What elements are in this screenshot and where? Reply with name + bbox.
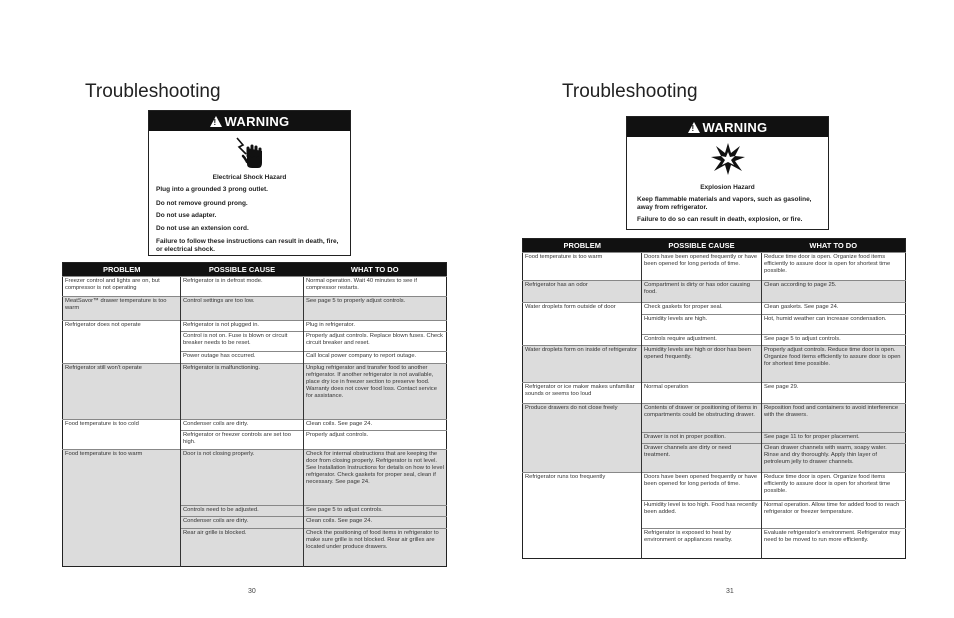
table-row [523, 346, 906, 383]
cell-what-to-do: Normal operation. Allow time for added food to reach refrigerator or freezer temperature. [762, 501, 906, 529]
warning-header [149, 111, 350, 131]
cell-problem [523, 335, 642, 346]
cell-problem: Food temperature is too cold [63, 420, 181, 431]
cell-problem: Water droplets form on inside of refrigerator [523, 346, 642, 383]
table-row [523, 404, 906, 433]
table-row [523, 473, 906, 501]
table-row [63, 297, 447, 321]
electrical-shock-icon [233, 136, 265, 170]
cell-what-to-do: Clean coils. See page 24. [304, 517, 447, 529]
warning-box-electrical [148, 110, 351, 256]
table-row [523, 253, 906, 281]
table-row [63, 277, 447, 297]
cell-cause: Doors have been opened frequently or have been opened for long periods of time. [642, 253, 762, 281]
table-row [523, 335, 906, 346]
warning-line: Do not use an extension cord. [156, 225, 249, 232]
cell-cause: Doors have been opened frequently or have been opened for long periods of time. [642, 473, 762, 501]
cell-cause: Compartment is dirty or has odor causing food. [642, 281, 762, 303]
cell-what-to-do: Reduce time door is open. Organize food items efficiently to assure door is open for shortest time possible. [762, 253, 906, 281]
cell-cause: Door is not closing properly. [181, 450, 304, 506]
cell-what-to-do: Plug in refrigerator. [304, 321, 447, 332]
header-what-to-do: WHAT TO DO [304, 263, 447, 277]
cell-cause: Humidity levels are high. [642, 315, 762, 335]
page-title: Troubleshooting [85, 81, 221, 102]
cell-what-to-do: Reposition food and containers to avoid interference with the drawers. [762, 404, 906, 433]
page-number: 30 [248, 588, 256, 595]
header-what-to-do: WHAT TO DO [762, 239, 906, 253]
cell-cause: Drawer channels are dirty or need treatment. [642, 444, 762, 473]
cell-problem: Refrigerator does not operate [63, 321, 181, 332]
warning-line: Plug into a grounded 3 prong outlet. [156, 186, 268, 193]
table-row [63, 431, 447, 450]
cell-what-to-do: See page 11 to for proper placement. [762, 433, 906, 444]
cell-cause: Refrigerator is exposed to heat by environment or appliances nearby. [642, 529, 762, 559]
table-row [63, 332, 447, 352]
cell-what-to-do: Reduce time door is open. Organize food items efficiently to assure door is open for shortest time possible. [762, 473, 906, 501]
troubleshooting-table [62, 262, 447, 567]
table-row [63, 450, 447, 506]
table-row [63, 517, 447, 529]
warning-line: Failure to follow these instructions can result in death, fire, or electrical shock. [156, 238, 339, 253]
troubleshooting-table [522, 238, 906, 559]
table-row [523, 383, 906, 404]
warning-triangle-icon: ! [688, 122, 700, 133]
cell-cause: Refrigerator is not plugged in. [181, 321, 304, 332]
header-problem: PROBLEM [523, 239, 642, 253]
warning-line: Do not use adapter. [156, 212, 217, 219]
cell-cause: Control settings are too low. [181, 297, 304, 321]
cell-what-to-do: Clean gaskets. See page 24. [762, 303, 906, 315]
warning-line: Keep flammable materials and vapors, such as gasoline, away from refrigerator. [637, 196, 812, 211]
cell-what-to-do: Clean drawer channels with warm, soapy water. Rinse and dry thoroughly. Apply thin layer of petroleum jelly to drawer channels. [762, 444, 906, 473]
right-page [477, 0, 954, 618]
cell-cause: Condenser coils are dirty. [181, 420, 304, 431]
warning-line: Failure to do so can result in death, explosion, or fire. [637, 216, 803, 223]
cell-cause: Contents of drawer or positioning of items in compartments could be obstructing drawer. [642, 404, 762, 433]
table-row [523, 281, 906, 303]
cell-what-to-do: Clean coils. See page 24. [304, 420, 447, 431]
cell-what-to-do: Properly adjust controls. Reduce time door is open. Organize food items efficiently to assure door is open for shortest time possible. [762, 346, 906, 383]
cell-what-to-do: Normal operation. Wait 40 minutes to see if compressor restarts. [304, 277, 447, 297]
cell-what-to-do: Clean according to page 25. [762, 281, 906, 303]
cell-problem: Food temperature is too warm [523, 253, 642, 281]
cell-what-to-do: Properly adjust controls. Replace blown fuses. Check circuit breaker and reset. [304, 332, 447, 352]
table-row [63, 420, 447, 431]
table-row [523, 529, 906, 559]
table-row [523, 444, 906, 473]
header-possible-cause: POSSIBLE CAUSE [642, 239, 762, 253]
cell-cause: Controls need to be adjusted. [181, 506, 304, 517]
table-row [63, 529, 447, 567]
table-row [63, 506, 447, 517]
table-row [523, 303, 906, 315]
cell-what-to-do: See page 5 to properly adjust controls. [304, 297, 447, 321]
cell-problem [523, 444, 642, 473]
cell-what-to-do: See page 5 to adjust controls. [762, 335, 906, 346]
cell-problem [63, 431, 181, 450]
cell-problem [63, 332, 181, 352]
table-row [523, 315, 906, 335]
table-row [63, 352, 447, 364]
cell-problem: Freezer control and lights are on, but compressor is not operating [63, 277, 181, 297]
cell-what-to-do: Evaluate refrigerator's environment. Refrigerator may need to be moved to run more efficiently. [762, 529, 906, 559]
cell-problem [523, 529, 642, 559]
explosion-icon [710, 141, 746, 177]
cell-cause: Drawer is not in proper position. [642, 433, 762, 444]
cell-what-to-do: Call local power company to report outage. [304, 352, 447, 364]
cell-cause: Refrigerator is in defrost mode. [181, 277, 304, 297]
cell-cause: Rear air grille is blocked. [181, 529, 304, 567]
warning-label: WARNING [702, 119, 768, 135]
table-row [63, 364, 447, 420]
cell-problem [63, 517, 181, 529]
cell-cause: Humidity level is too high. Food has recently been added. [642, 501, 762, 529]
cell-cause: Control is not on. Fuse is blown or circuit breaker needs to be reset. [181, 332, 304, 352]
cell-cause: Normal operation [642, 383, 762, 404]
hazard-title: Electrical Shock Hazard [212, 174, 287, 181]
cell-problem [523, 433, 642, 444]
cell-problem [63, 506, 181, 517]
cell-what-to-do: Properly adjust controls. [304, 431, 447, 450]
cell-problem [63, 529, 181, 567]
table-header-row [523, 239, 906, 253]
cell-problem: Water droplets form outside of door [523, 303, 642, 315]
table-row [523, 501, 906, 529]
cell-problem [523, 501, 642, 529]
table-row [523, 433, 906, 444]
warning-label: WARNING [224, 113, 290, 129]
cell-cause: Refrigerator or freezer controls are set too high. [181, 431, 304, 450]
cell-cause: Condenser coils are dirty. [181, 517, 304, 529]
cell-cause: Check gaskets for proper seal. [642, 303, 762, 315]
cell-cause: Power outage has occurred. [181, 352, 304, 364]
cell-what-to-do: Hot, humid weather can increase condensation. [762, 315, 906, 335]
cell-problem: Produce drawers do not close freely [523, 404, 642, 433]
table-header-row [63, 263, 447, 277]
cell-what-to-do: Check for internal obstructions that are keeping the door from closing properly. Refrigerator is not level. See Installation Instructions for details on how to level refrigerator. Check gaskets for proper seal, clean if necessary. See page 24. [304, 450, 447, 506]
header-problem: PROBLEM [63, 263, 181, 277]
cell-problem: Refrigerator still won't operate [63, 364, 181, 420]
cell-problem: Refrigerator or ice maker makes unfamiliar sounds or seems too loud [523, 383, 642, 404]
warning-header [627, 117, 828, 137]
page-number: 31 [726, 588, 734, 595]
cell-problem [523, 315, 642, 335]
cell-problem: MeatSavor™ drawer temperature is too warm [63, 297, 181, 321]
warning-box-explosion [626, 116, 829, 230]
cell-what-to-do: Check the positioning of food items in refrigerator to make sure grille is not blocked. Rear air grilles are located under produce drawers. [304, 529, 447, 567]
cell-cause: Controls require adjustment. [642, 335, 762, 346]
cell-what-to-do: See page 29. [762, 383, 906, 404]
cell-problem: Refrigerator runs too frequently [523, 473, 642, 501]
cell-cause: Refrigerator is malfunctioning. [181, 364, 304, 420]
warning-triangle-icon: ! [210, 116, 222, 127]
cell-cause: Humidity levels are high or door has been opened frequently. [642, 346, 762, 383]
warning-line: Do not remove ground prong. [156, 200, 248, 207]
cell-what-to-do: See page 5 to adjust controls. [304, 506, 447, 517]
header-possible-cause: POSSIBLE CAUSE [181, 263, 304, 277]
table-row [63, 321, 447, 332]
cell-what-to-do: Unplug refrigerator and transfer food to another refrigerator. If another refrigerator is not available, place dry ice in freezer section to preserve food. Warranty does not cover food loss. Contact service for assistance. [304, 364, 447, 420]
page-title: Troubleshooting [562, 81, 698, 102]
hazard-title: Explosion Hazard [700, 184, 755, 191]
cell-problem: Refrigerator has an odor [523, 281, 642, 303]
cell-problem [63, 352, 181, 364]
cell-problem: Food temperature is too warm [63, 450, 181, 506]
